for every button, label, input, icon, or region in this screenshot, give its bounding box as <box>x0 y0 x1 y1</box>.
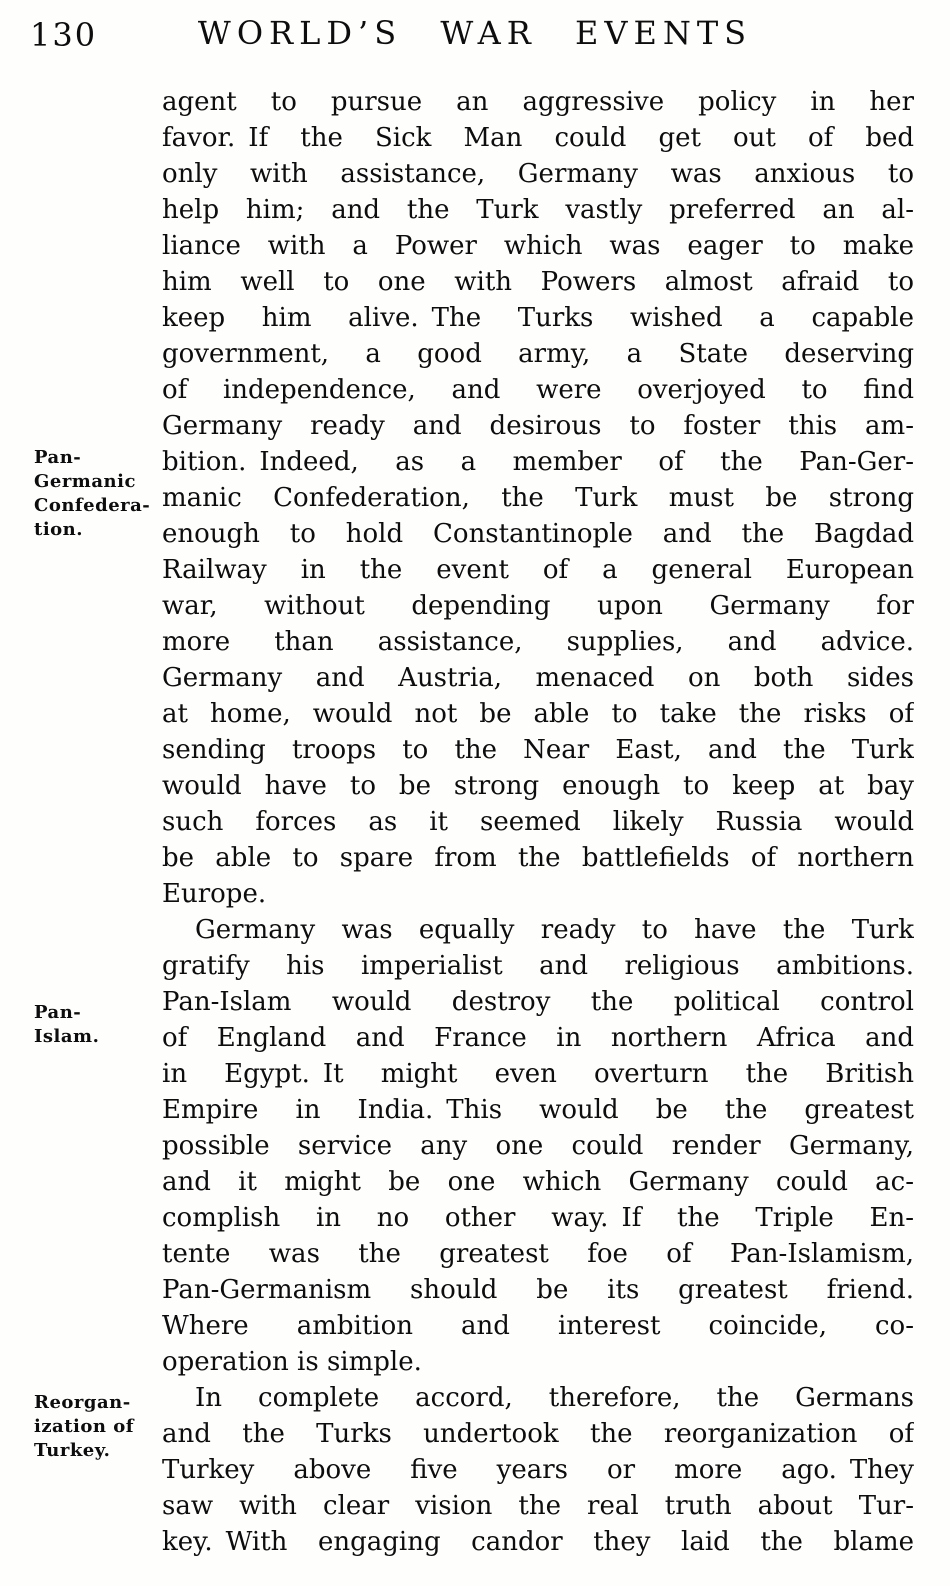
text-line: government, a good army, a State deserving <box>162 339 914 369</box>
text-line: agent to pursue an aggressive policy in her <box>162 87 914 117</box>
text-line: tente was the greatest foe of Pan-Islamism, <box>162 1239 914 1269</box>
text-line: Germany ready and desirous to foster this am- <box>162 411 914 441</box>
text-line: at home, would not be able to take the risks of <box>162 699 914 729</box>
margin-note-line: Reorgan- <box>34 1392 131 1413</box>
text-line: Railway in the event of a general European <box>162 555 914 585</box>
margin-note-line: Germanic <box>34 471 136 492</box>
margin-note-line: tion. <box>34 519 84 540</box>
text-line: more than assistance, supplies, and advice. <box>162 627 914 657</box>
text-line: only with assistance, Germany was anxious to <box>162 159 914 189</box>
text-line: and the Turks undertook the reorganization of <box>162 1419 914 1449</box>
text-line: saw with clear vision the real truth about Tur- <box>162 1491 914 1521</box>
text-line: manic Confederation, the Turk must be strong <box>162 483 914 513</box>
page-number: 130 <box>30 16 98 54</box>
text-line: sending troops to the Near East, and the Turk <box>162 735 914 765</box>
text-line: Pan-Islam would destroy the political control <box>162 987 914 1017</box>
margin-note-pan-germanic-confederation <box>34 446 160 542</box>
text-line: such forces as it seemed likely Russia would <box>162 807 914 837</box>
text-line: help him; and the Turk vastly preferred an al- <box>162 195 914 225</box>
text-line: favor. If the Sick Man could get out of bed <box>162 123 914 153</box>
margin-note-line: Turkey. <box>34 1440 111 1461</box>
text-line: be able to spare from the battlefields of northern <box>162 843 914 873</box>
text-line: complish in no other way. If the Triple En- <box>162 1203 914 1233</box>
text-line: Turkey above five years or more ago. They <box>162 1455 914 1485</box>
text-line: Empire in India. This would be the greatest <box>162 1095 914 1125</box>
text-line: enough to hold Constantinople and the Bagdad <box>162 519 914 549</box>
text-line: operation is simple. <box>162 1347 422 1377</box>
text-line: gratify his imperialist and religious ambitions. <box>162 951 914 981</box>
text-line: him well to one with Powers almost afraid to <box>162 267 914 297</box>
text-line: Pan-Germanism should be its greatest friend. <box>162 1275 914 1305</box>
text-line: Where ambition and interest coincide, co- <box>162 1311 914 1341</box>
text-line: Germany and Austria, menaced on both sides <box>162 663 914 693</box>
margin-note-line: ization of <box>34 1416 134 1437</box>
text-line: Europe. <box>162 879 267 909</box>
margin-note-line: Confedera- <box>34 495 151 516</box>
text-line: keep him alive. The Turks wished a capable <box>162 303 914 333</box>
text-line: In complete accord, therefore, the Germans <box>195 1383 914 1413</box>
margin-note-line: Pan- <box>34 1002 82 1023</box>
text-line: and it might be one which Germany could ac- <box>162 1167 914 1197</box>
text-line: key. With engaging candor they laid the blame <box>162 1527 914 1557</box>
text-line: of England and France in northern Africa and <box>162 1023 914 1053</box>
text-line: war, without depending upon Germany for <box>162 591 914 621</box>
margin-note-pan-islam <box>34 1001 160 1049</box>
running-header-title: WORLD’S WAR EVENTS <box>197 14 753 52</box>
text-line: possible service any one could render Germany, <box>162 1131 914 1161</box>
body-text-column <box>162 84 914 1560</box>
margin-note-line: Islam. <box>34 1026 100 1047</box>
margin-note-line: Pan- <box>34 447 82 468</box>
text-line: bition. Indeed, as a member of the Pan-Ger- <box>162 447 914 477</box>
text-line: of independence, and were overjoyed to find <box>162 375 914 405</box>
text-line: in Egypt. It might even overturn the British <box>162 1059 914 1089</box>
text-line: liance with a Power which was eager to make <box>162 231 914 261</box>
text-line: Germany was equally ready to have the Turk <box>195 915 914 945</box>
text-line: would have to be strong enough to keep at bay <box>162 771 914 801</box>
margin-note-reorganization-of-turkey <box>34 1391 160 1463</box>
